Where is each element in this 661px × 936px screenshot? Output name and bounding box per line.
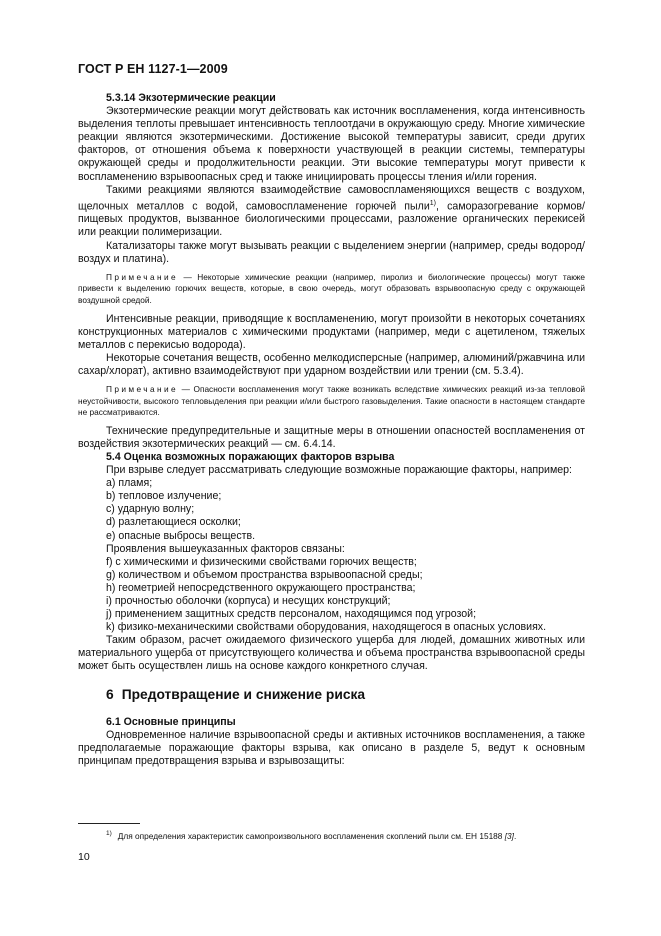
page-number: 10 <box>78 851 90 863</box>
paragraph: При взрыве следует рассматривать следующие возможные поражающие факторы, например: <box>106 464 572 477</box>
paragraph <box>78 184 585 240</box>
list-item: c) ударную волну; <box>106 503 195 516</box>
footnote-mark: 1) <box>106 830 112 837</box>
paragraph: Проявления вышеуказанных факторов связаны: <box>106 542 345 555</box>
list-hazard-factors <box>78 477 585 542</box>
paragraph-text: , саморазогревание кормов/ пищевых продуктов, вызванное биологическими процессами, разложение органических перекисей или реакции полимеризации. <box>78 200 585 239</box>
footnote-reference: 1) <box>429 199 436 207</box>
list-item: f) с химическими и физическими свойствами горючих веществ; <box>106 555 417 568</box>
note <box>78 272 585 307</box>
list-item: e) опасные выбросы веществ. <box>106 529 256 542</box>
footnote-citation: [3] <box>504 830 514 841</box>
note <box>78 384 585 419</box>
standard-header: ГОСТ Р ЕН 1127-1—2009 <box>78 62 228 76</box>
paragraph: Некоторые сочетания веществ, особенно мелкодисперсные (например, алюминий/ржавчина или сахар/хлорат), активно взаимодействуют при ударном воздействии или трении (см. 5.3.4). <box>78 351 585 377</box>
subsection-heading-6-1: 6.1 Основные принципы <box>106 715 236 728</box>
paragraph: Интенсивные реакции, приводящие к воспламенению, могут произойти в некоторых сочетаниях конструкционных материалов с химическими продуктами (например, меди с ацетиленом, тяжелых металлов с перекисью водорода). <box>78 312 585 351</box>
list-item: d) разлетающиеся осколки; <box>106 516 241 529</box>
section-number: 6 <box>106 686 114 702</box>
list-item: j) применением защитных средств персоналом, находящимся под угрозой; <box>106 608 477 621</box>
footnote-end: . <box>513 830 517 841</box>
list-factor-dependencies <box>78 556 585 635</box>
page-content <box>78 92 585 768</box>
section-title: Предотвращение и снижение риска <box>121 686 366 702</box>
paragraph: Катализаторы также могут вызывать реакции с выделением энергии (например, среды водород/воздух и платина). <box>78 239 585 265</box>
subsection-heading-5-3-14: 5.3.14 Экзотермические реакции <box>106 92 276 104</box>
footnote <box>106 828 586 842</box>
list-item: k) физико-механическими свойствами оборудования, находящегося в опасных условиях. <box>106 621 547 634</box>
list-item: i) прочностью оболочки (корпуса) и несущих конструкций; <box>106 595 391 607</box>
note-text: — Некоторые химические реакции (например, пиролиз и биологические процессы) могут также привести к выделению горючих веществ, которые, в свою очередь, могут образовать взрывоопасную среду с окружающей воздушной средой. <box>78 271 585 305</box>
footnote-divider <box>78 823 140 824</box>
list-item: h) геометрией непосредственного окружающего пространства; <box>106 581 416 594</box>
note-text: — Опасности воспламенения могут также возникать вследствие химических реакций из-за тепловой неустойчивости, высокого тепловыделения при реакции и/или быстрого газовыделения. Такие опасности в настоящем стандарте не рассматриваются. <box>78 384 585 418</box>
note-label: Примечание <box>106 384 179 394</box>
paragraph: Технические предупредительные и защитные меры в отношении опасностей воспламенения от воздействия экзотермических реакций — см. 6.4.14. <box>78 424 585 450</box>
paragraph-text: Такими реакциями являются взаимодействие самовоспламеняющихся веществ с воздухом, щелочных металлов с водой, самовоспламенение горючей пыли <box>78 183 585 213</box>
list-item: a) пламя; <box>106 477 153 490</box>
section-heading-6 <box>78 686 585 704</box>
list-item: g) количеством и объемом пространства взрывоопасной среды; <box>106 568 423 581</box>
paragraph: Экзотермические реакции могут действовать как источник воспламенения, когда интенсивность выделения теплоты превышает интенсивность теплоотдачи в окружающую среду. Многие химические реакции являются экзотермическими. Достижение высокой температуры зависит, среди других факторов, от отношения объема к поверхности участвующей в реакции системы, температуры окружающей среды и продолжительности реакции. Эти высокие температуры могут привести к воспламенению взрывоопасных сред и также инициировать процессы тления и/или горения. <box>78 105 585 183</box>
note-label: Примечание <box>106 271 179 282</box>
footnote-text: Для определения характеристик самопроизвольного воспламенения скоплений пыли см. ЕН 15188 <box>117 830 505 841</box>
paragraph: Таким образом, расчет ожидаемого физического ущерба для людей, домашних животных или материального ущерба от присутствующего количества и объема пространства взрывоопасной среды может быть осуществлен лишь на основе каждого конкретного случая. <box>78 634 585 673</box>
list-item: b) тепловое излучение; <box>106 490 222 503</box>
paragraph: Одновременное наличие взрывоопасной среды и активных источников воспламенения, а также предполагаемые поражающие факторы взрыва, как описано в разделе 5, ведут к основным принципам предотвращения взрыва и взрывозащиты: <box>78 728 585 767</box>
subsection-heading-5-4: 5.4 Оценка возможных поражающих факторов взрыва <box>106 450 395 463</box>
